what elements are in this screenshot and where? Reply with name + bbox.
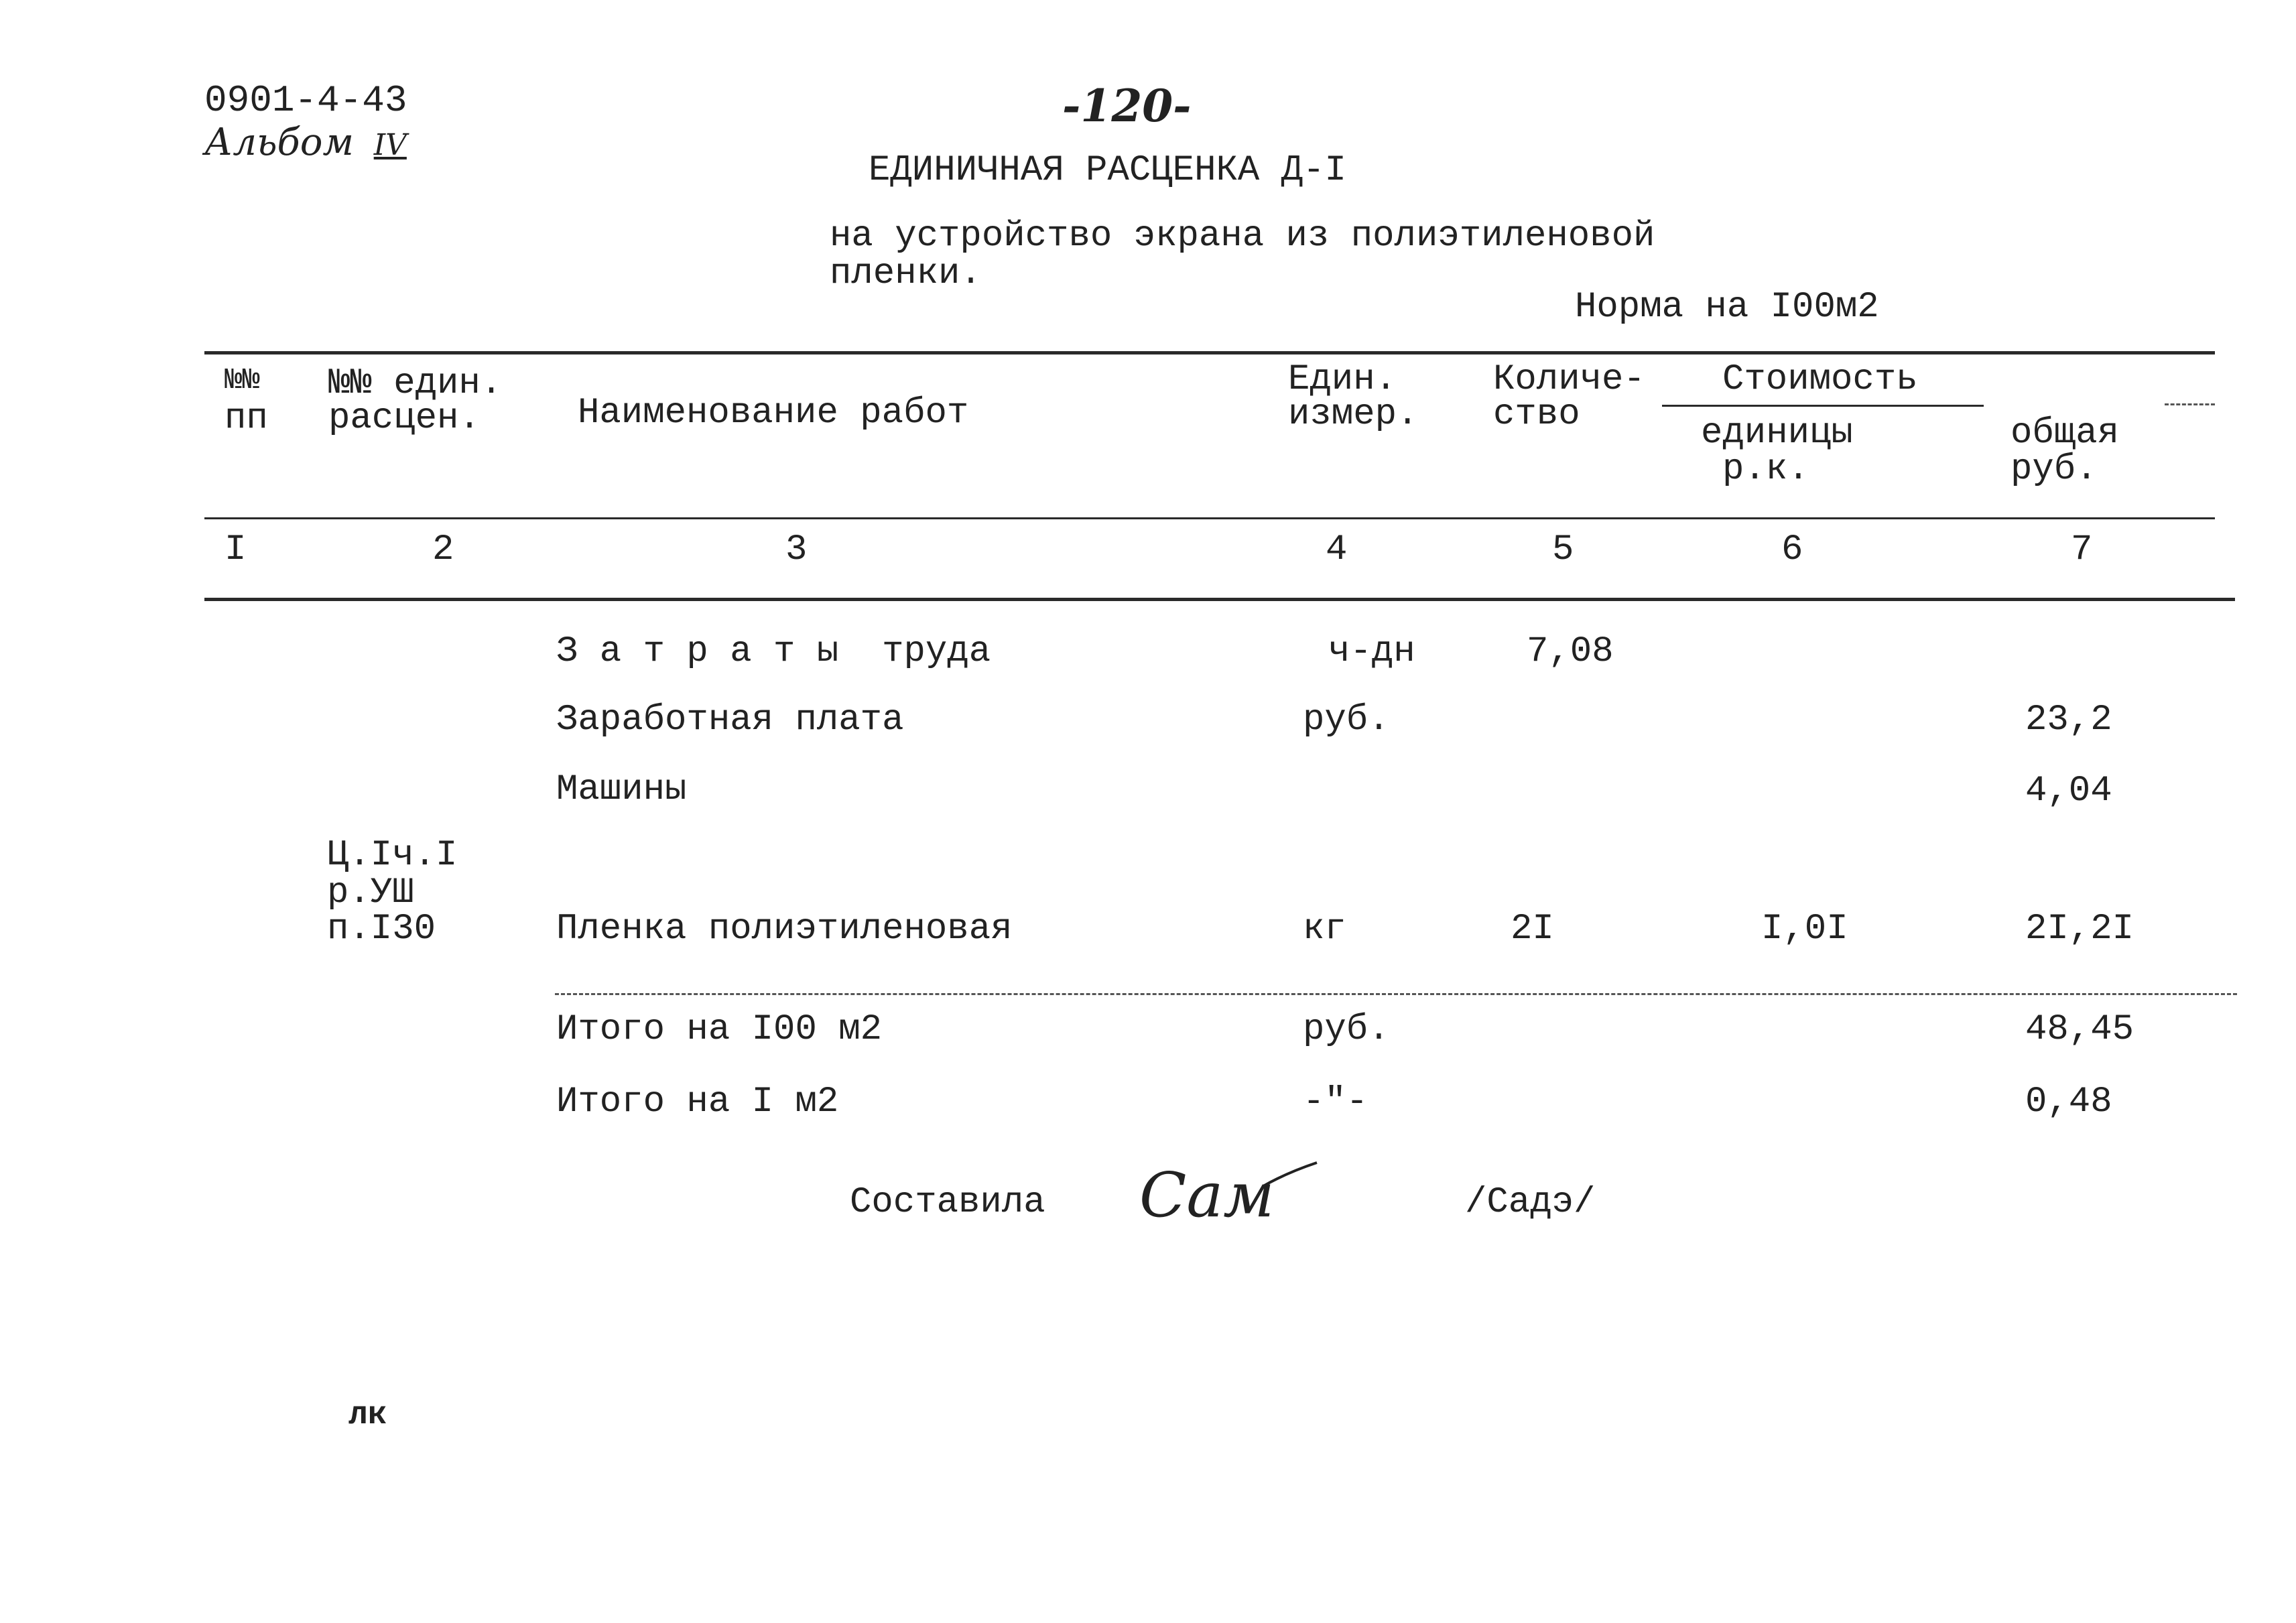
row-machines-total: 4,04 <box>2025 771 2112 812</box>
total-per-1-name: Итого на I м2 <box>556 1082 839 1122</box>
totals-separator <box>555 993 2237 995</box>
page-title: ЕДИНИЧНАЯ РАСЦЕНКА Д-I <box>869 150 1346 191</box>
rate-reference-3: п.I30 <box>327 909 436 950</box>
header-quantity-sub: ство <box>1493 394 1580 435</box>
header-unit: Един. <box>1288 359 1397 400</box>
header-total-sub: руб. <box>2011 449 2098 490</box>
col-number-5: 5 <box>1552 529 1574 570</box>
header-quantity: Количе- <box>1493 359 1645 400</box>
header-unit-sub: измер. <box>1288 394 1419 435</box>
row-labour-name: З а т р а т ы труда <box>556 631 991 672</box>
row-film-name: Пленка полиэтиленовая <box>556 909 1013 950</box>
row-wages-name: Заработная плата <box>556 700 904 740</box>
total-per-1-unit: -"- <box>1303 1082 1368 1122</box>
total-per-100-name: Итого на I00 м2 <box>556 1009 883 1050</box>
subtitle-line-2: пленки. <box>830 253 982 294</box>
row-labour-qty: 7,08 <box>1527 631 1614 672</box>
signature: Сам <box>1139 1159 1275 1231</box>
numbers-bottom-rule <box>204 598 2235 601</box>
row-film-unit-cost: I,0I <box>1761 909 1848 950</box>
compiled-by-name: /Садэ/ <box>1465 1182 1596 1223</box>
header-unit-cost: единицы <box>1701 413 1853 454</box>
row-film-total: 2I,2I <box>2025 909 2134 950</box>
row-labour-unit: ч-дн <box>1328 631 1415 672</box>
header-rate-number-sub: расцен. <box>328 398 481 439</box>
compiled-by-label: Составила <box>850 1182 1045 1223</box>
row-film-unit: кг <box>1303 909 1346 950</box>
row-wages-unit: руб. <box>1303 700 1390 740</box>
total-per-100-unit: руб. <box>1303 1009 1390 1050</box>
album-word: Альбом <box>204 121 354 164</box>
page-number: -120- <box>1062 80 1192 132</box>
header-row-number: №№ <box>225 364 260 397</box>
col-number-4: 4 <box>1326 529 1348 570</box>
col-number-2: 2 <box>432 529 454 570</box>
document-code: 0901-4-43 <box>204 79 407 122</box>
table-top-rule <box>204 351 2215 354</box>
norm-label: Норма на I00м2 <box>1575 287 1879 328</box>
footer-mark: лк <box>348 1397 387 1433</box>
header-bottom-rule <box>204 517 2215 519</box>
header-work-name: Наименование работ <box>578 393 969 434</box>
album-label <box>204 121 407 164</box>
col-number-6: 6 <box>1781 529 1803 570</box>
header-row-number-sub: пп <box>225 398 268 439</box>
total-per-100-value: 48,45 <box>2025 1009 2134 1050</box>
header-rate-number: №№ един. <box>328 363 503 404</box>
rate-reference-2: р.УШ <box>327 872 414 913</box>
row-wages-total: 23,2 <box>2025 700 2112 740</box>
signature-flourish <box>1260 1159 1320 1193</box>
subtitle-line-1: на устройство экрана из полиэтиленовой <box>830 216 1655 257</box>
row-machines-name: Машины <box>556 769 687 810</box>
col-number-1: I <box>225 529 247 570</box>
header-unit-cost-sub: р.к. <box>1722 449 1809 490</box>
total-per-1-value: 0,48 <box>2025 1082 2112 1122</box>
row-film-qty: 2I <box>1511 909 1554 950</box>
rate-reference-1: Ц.Iч.I <box>327 835 458 876</box>
cost-underline <box>1662 405 1984 407</box>
album-number: IV <box>373 128 407 162</box>
header-cost: Стоимость <box>1722 359 1918 400</box>
header-total: общая <box>2011 413 2120 454</box>
col-number-3: 3 <box>785 529 808 570</box>
col-number-7: 7 <box>2071 529 2093 570</box>
header-side-dash <box>2165 403 2215 405</box>
